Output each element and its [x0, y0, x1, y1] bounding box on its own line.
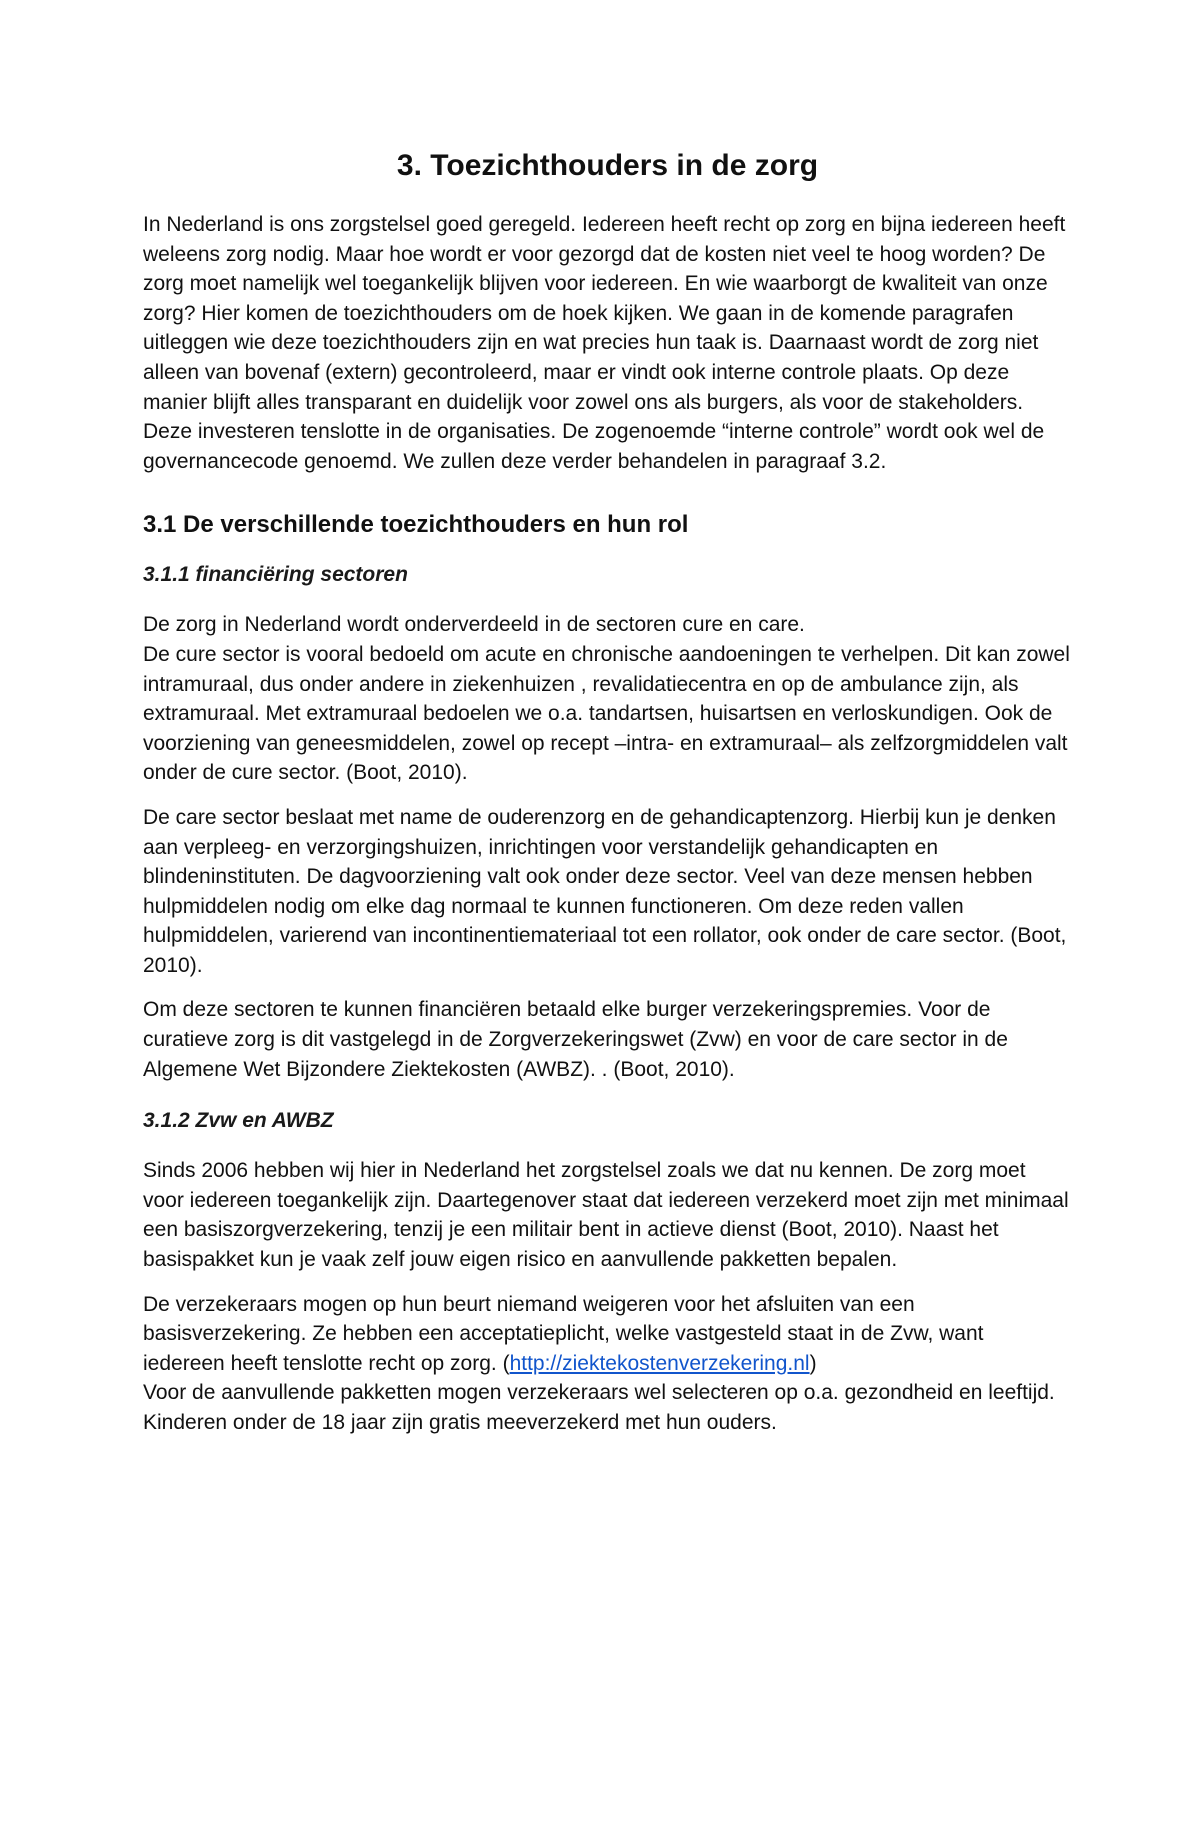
- paragraph-financing: Om deze sectoren te kunnen financiëren betaald elke burger verzekeringspremies. Voor de curatieve zorg is dit vastgelegd in de Zorgverzekeringswet (Zvw) en voor de care sector in de Algemene Wet Bijzondere Ziektekosten (AWBZ). . (Boot, 2010).: [143, 998, 1008, 1081]
- subsection-heading-3-1-2: 3.1.2 Zvw en AWBZ: [143, 1109, 334, 1133]
- paragraph-line-sectors: De zorg in Nederland wordt onderverdeeld in de sectoren cure en care.: [143, 613, 805, 637]
- paragraph-acceptatieplicht: [143, 1290, 1070, 1438]
- paragraph-acceptatieplicht-text: [143, 1290, 1070, 1379]
- paragraph-aanvullende-pakketten: Voor de aanvullende pakketten mogen verzekeraars wel selecteren op o.a. gezondheid en leeftijd. Kinderen onder de 18 jaar zijn gratis meeverzekerd met hun ouders.: [143, 1381, 1055, 1434]
- paragraph-zorgstelsel-2006: Sinds 2006 hebben wij hier in Nederland het zorgstelsel zoals we dat nu kennen. De zorg moet voor iedereen toegankelijk zijn. Daartegenover staat dat iedereen verzekerd moet zijn met minimaal een basiszorgverzekering, tenzij je een militair bent in actieve dienst (Boot, 2010). Naast het basispakket kun je vaak zelf jouw eigen risico en aanvullende pakketten bepalen.: [143, 1159, 1069, 1272]
- subsection-heading-3-1-1: 3.1.1 financiëring sectoren: [143, 563, 408, 587]
- ziektekostenverzekering-link[interactable]: http://ziektekostenverzekering.nl: [509, 1351, 810, 1375]
- intro-paragraph: In Nederland is ons zorgstelsel goed geregeld. Iedereen heeft recht op zorg en bijna iedereen heeft weleens zorg nodig. Maar hoe wordt er voor gezorgd dat de kosten niet veel te hoog worden? De zorg moet namelijk wel toegankelijk blijven voor iedereen. En wie waarborgt de kwaliteit van onze zorg? Hier komen de toezichthouders om de hoek kijken. We gaan in de komende paragrafen uitleggen wie deze toezichthouders zijn en wat precies hun taak is. Daarnaast wordt de zorg niet alleen van bovenaf (extern) gecontroleerd, maar er vindt ook interne controle plaats. Op deze manier blijft alles transparant en duidelijk voor zowel ons als burgers, als voor de stakeholders. Deze investeren tenslotte in de organisaties. De zogenoemde “interne controle” wordt ook wel de governancecode genoemd. We zullen deze verder behandelen in paragraaf 3.2.: [143, 213, 1066, 473]
- paragraph-cure-sector: De cure sector is vooral bedoeld om acute en chronische aandoeningen te verhelpen. Dit kan zowel intramuraal, dus onder andere in ziekenhuizen , revalidatiecentra en op de ambulance zijn, als extramuraal. Met extramuraal bedoelen we o.a. tandartsen, huisartsen en verloskundigen. Ook de voorziening van geneesmiddelen, zowel op recept –intra- en extramuraal– als zelfzorgmiddelen valt onder de cure sector. (Boot, 2010).: [143, 642, 1070, 785]
- paragraph-cure-care: [143, 610, 1070, 788]
- acceptatieplicht-text: De verzekeraars mogen op hun beurt niemand weigeren voor het afsluiten van een basisverzekering. Ze hebben een acceptatieplicht, welke vastgesteld staat in de Zvw, want iedereen heeft tenslotte recht op zorg. (: [143, 1292, 984, 1375]
- page-title: 3. Toezichthouders in de zorg: [396, 149, 819, 182]
- document-page: [0, 146, 1200, 1844]
- link-close-paren: ): [809, 1351, 817, 1375]
- paragraph-care-sector: De care sector beslaat met name de ouderenzorg en de gehandicaptenzorg. Hierbij kun je denken aan verpleeg- en verzorgingshuizen, inrichtingen voor verstandelijk gehandicapten en blindeninstituten. De dagvoorziening valt ook onder deze sector. Veel van deze mensen hebben hulpmiddelen nodig om elke dag normaal te kunnen functioneren. Om deze reden vallen hulpmiddelen, varierend van incontinentiemateriaal tot een rollator, ook onder de care sector. (Boot, 2010).: [143, 805, 1067, 977]
- section-heading-3-1: 3.1 De verschillende toezichthouders en hun rol: [143, 511, 689, 539]
